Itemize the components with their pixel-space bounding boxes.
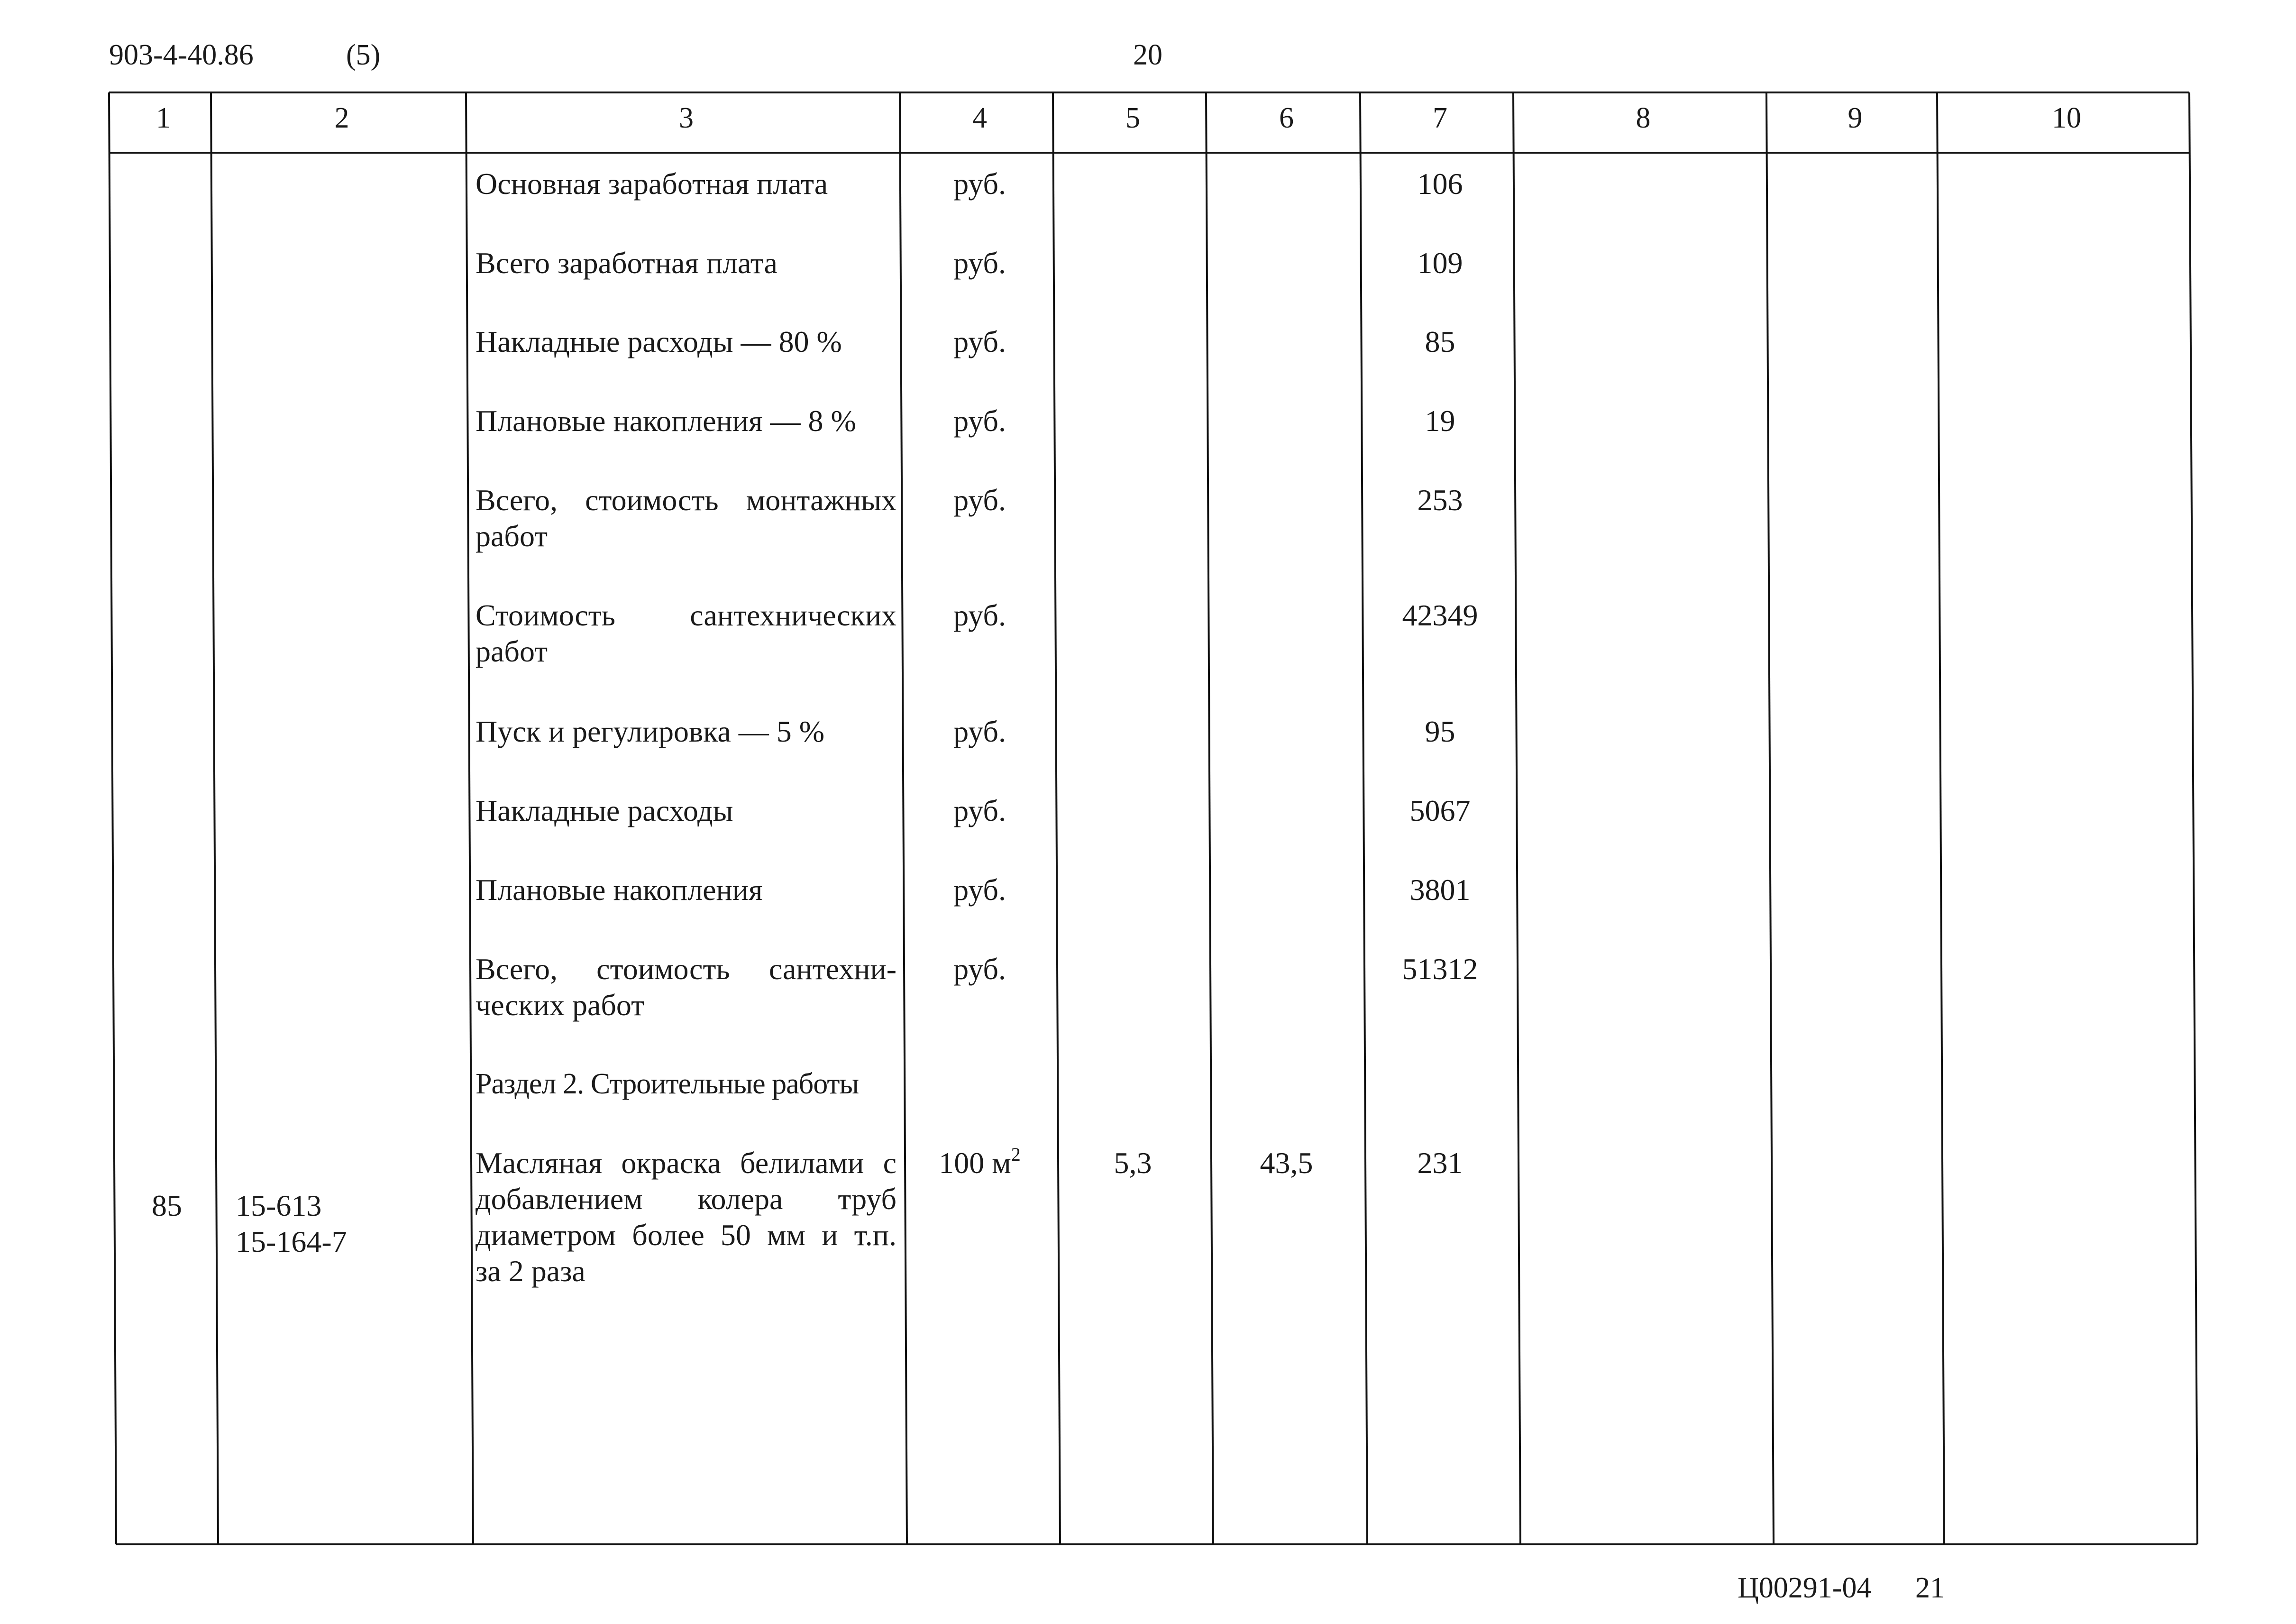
- row-name: Всего заработная плата: [476, 246, 778, 280]
- item-code-line2: 15-164-7: [236, 1225, 347, 1258]
- column-header-9: 9: [1848, 102, 1863, 134]
- row-value-col7: 42349: [1402, 598, 1478, 632]
- row-name-line2: ческих работ: [476, 988, 645, 1022]
- row-name-line1: Стоимость сантехнических: [476, 598, 896, 632]
- item-value-col5: 5,3: [1114, 1146, 1152, 1180]
- item-value-col6: 43,5: [1260, 1146, 1313, 1180]
- row-name: Основная заработная плата: [476, 167, 828, 201]
- item-unit-text: 100 м: [939, 1146, 1011, 1180]
- row-name-line2: работ: [476, 519, 548, 553]
- row-unit: руб.: [953, 246, 1006, 280]
- row-value-col7: 95: [1425, 715, 1455, 748]
- row-value-col7: 5067: [1409, 794, 1471, 827]
- column-header-4: 4: [972, 102, 987, 134]
- row-name: Накладные расходы: [476, 794, 733, 827]
- row-name: Пуск и регулировка — 5 %: [476, 715, 825, 748]
- column-header-7: 7: [1433, 102, 1447, 134]
- column-header-10: 10: [2052, 102, 2081, 134]
- column-header-2: 2: [334, 102, 349, 134]
- footer-code: Ц00291-04: [1738, 1572, 1872, 1604]
- item-name-line1: Масляная окраска белилами: [476, 1146, 864, 1180]
- row-name: Плановые накопления: [476, 873, 763, 907]
- row-value-col7: 85: [1425, 325, 1455, 358]
- item-code: [236, 1188, 347, 1260]
- item-name-line4: за 2 раза: [476, 1254, 585, 1288]
- document-subtitle: (5): [346, 39, 381, 71]
- item-name-line3: диаметром более 50 мм и т.п.: [476, 1218, 896, 1252]
- item-name: [476, 1145, 896, 1289]
- row-unit: руб.: [953, 404, 1006, 438]
- row-unit: руб.: [953, 873, 1006, 907]
- page-number: 20: [1133, 39, 1162, 71]
- item-number: 85: [152, 1189, 182, 1222]
- column-header-3: 3: [679, 102, 694, 134]
- row-name: Плановые накопления — 8 %: [476, 404, 856, 438]
- column-header-5: 5: [1125, 102, 1140, 134]
- row-value-col7: 51312: [1402, 952, 1478, 986]
- row-name: [476, 482, 896, 554]
- item-name-line2: с добавлением колера труб: [476, 1146, 896, 1216]
- column-header-6: 6: [1279, 102, 1294, 134]
- row-unit: руб.: [953, 598, 1006, 632]
- column-header-1: 1: [156, 102, 171, 134]
- row-value-col7: 253: [1417, 483, 1463, 517]
- section-heading: Раздел 2. Строительные работы: [476, 1068, 859, 1100]
- item-unit: [903, 1145, 1056, 1181]
- row-unit: руб.: [953, 325, 1006, 358]
- row-unit: руб.: [953, 483, 1006, 517]
- row-value-col7: 3801: [1409, 873, 1471, 907]
- column-header-8: 8: [1636, 102, 1651, 134]
- row-value-col7: 109: [1417, 246, 1463, 280]
- item-code-line1: 15-613: [236, 1189, 322, 1222]
- row-unit: руб.: [953, 167, 1006, 201]
- row-value-col7: 19: [1425, 404, 1455, 438]
- row-name-line1: Всего, стоимость сантехни-: [476, 952, 896, 986]
- row-unit: руб.: [953, 794, 1006, 827]
- row-unit: руб.: [953, 952, 1006, 986]
- row-name-line1: Всего, стоимость монтажных: [476, 483, 896, 517]
- footer-page-number: 21: [1915, 1572, 1945, 1604]
- item-value-col7: 231: [1417, 1146, 1463, 1180]
- row-name: [476, 597, 896, 670]
- row-value-col7: 106: [1417, 167, 1463, 201]
- document-code: 903-4-40.86: [109, 39, 254, 71]
- row-unit: руб.: [953, 715, 1006, 748]
- item-unit-superscript: 2: [1011, 1144, 1021, 1165]
- row-name: [476, 951, 896, 1023]
- row-name-line2: работ: [476, 634, 548, 668]
- row-name: Накладные расходы — 80 %: [476, 325, 842, 358]
